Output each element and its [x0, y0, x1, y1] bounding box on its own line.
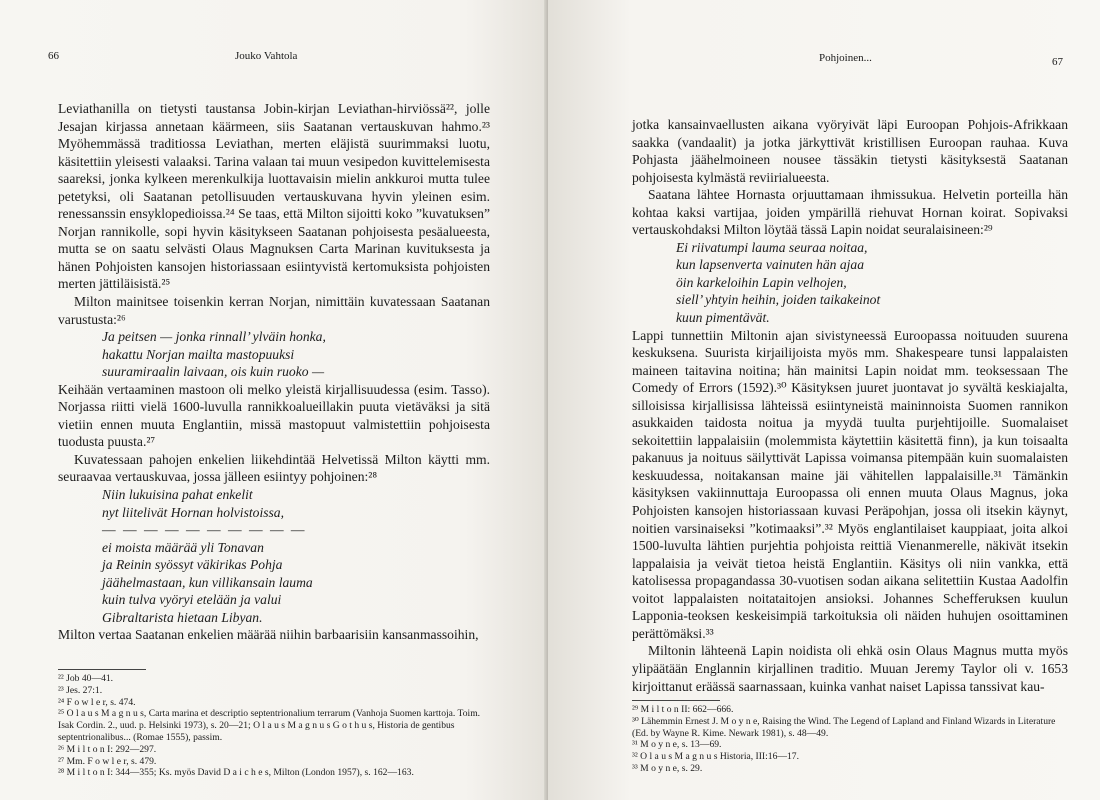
left-paragraph-4: Kuvatessaan pahojen enkelien liikehdintää Helvetissä Milton käytti mm. seuraavaa vertauskuvaa, jossa jälleen esiintyy pohjoinen:²⁸ — [58, 451, 490, 485]
left-paragraph-1: Leviathanilla on tietysti taustansa Jobin-kirjan Leviathan-hirviössä²², jolle Jesajan kirjassa annetaan käärmeen, siis Saatanan vertauskuvan hahmo.²³ Myöhemmässä traditiossa Leviathan, merten eläjistä suurimmaksi luotu, käsitettiin yleisesti valaaksi. Tarina valaan tai muun vesipedon kuvittelemisesta saareksi, jonka kylkeen merenkulkija luottavaisin mielin ankkuroi mutta tulee petetyksi, oli Saatanan petollisuuden vertauskuvana hyvin yleinen esim. renessanssin ensyklopedioissa.²⁴ Se taas, että Milton sijoitti koko ”kuvatuksen” Norjan rannikolle, sopi hyvin käsitykseen Saatanan pohjoisesta pesäalueesta, mutta se on saatu selvästi Olaus Magnuksen Carta Marinan kuvituksesta ja hänen Pohjoisten kansojen historiassaan esiintyvistä kertomuksista pohjoisten merten jättiläisistä.²⁵ — [58, 101, 490, 292]
left-verse-2 — [102, 486, 490, 626]
left-body-text — [58, 100, 490, 644]
verse-line: nyt liitelivät Hornan holvistoissa, — [102, 504, 284, 520]
left-paragraph-5: Milton vertaa Saatanan enkelien määrää niihin barbaarisiin kansanmassoihin, — [58, 627, 479, 643]
footnote: ²⁹ M i l t o n II: 662—666. — [632, 704, 734, 715]
verse-line: suuramiraalin laivaan, ois kuin ruoko — — [102, 364, 325, 380]
verse-line: Niin lukuisina pahat enkelit — [102, 487, 253, 503]
footnote: ²² Job 40—41. — [58, 673, 114, 684]
verse-line: ja Reinin syössyt väkirikas Pohja — [102, 557, 283, 573]
footnote: ²⁶ M i l t o n I: 292—297. — [58, 743, 157, 755]
verse-line: öin karkeloihin Lapin velhojen, — [676, 274, 847, 290]
verse-line: ei moista määrää yli Tonavan — [102, 539, 264, 555]
right-page — [548, 0, 1100, 800]
right-running-head: Pohjoinen... — [819, 52, 872, 64]
footnote: ³¹ M o y n e, s. 13—69. — [632, 739, 722, 751]
left-footnote-rule — [58, 669, 146, 670]
left-page-number: 66 — [48, 50, 59, 62]
footnote: ³³ M o y n e, s. 29. — [632, 762, 703, 774]
footnote: ²⁷ Mm. F o w l e r, s. 479. — [58, 755, 157, 767]
verse-line: siell’ yhtyin heihin, joiden taikakeinot — [676, 292, 881, 308]
right-paragraph-4: Miltonin lähteenä Lapin noidista oli ehkä osin Olaus Magnus mutta myös ylipäätään Englannin kirjallinen traditio. Muuan Jeremy Taylor oli v. 1653 kirjoittanut eräässä saarnassaan, kuinka vanhat naiset Lapissa tanssivat kau- — [632, 643, 1068, 694]
left-paragraph-3: Keihään vertaaminen mastoon oli melko yleistä kirjallisuudessa (esim. Tasso). Norjassa riitti vielä 1600-luvulla rannikkoalueillakin puuta vietäväksi ja sitä vietiin ennen muuta Englantiin, missä mastopuut valmistettiin pohjoisesta tuodusta puusta.²⁷ — [58, 381, 490, 450]
right-footnotes — [632, 704, 1068, 775]
right-page-number: 67 — [1052, 56, 1063, 68]
right-body-text — [632, 116, 1068, 695]
footnote: ²⁴ F o w l e r, s. 474. — [58, 696, 136, 708]
right-paragraph-2: Saatana lähtee Hornasta orjuuttamaan ihmissukua. Helvetin porteilla hän kohtaa kaksi vartijaa, joiden ympärillä riehuvat Hornan koirat. Sopivaksi vertauskohdaksi Milton löytää tässä Lapin noidat seuralaisineen:²⁹ — [632, 187, 1068, 238]
verse-line: kun lapsenverta vainuten hän ajaa — [676, 257, 865, 273]
left-verse-1 — [102, 328, 490, 381]
right-verse — [676, 239, 1068, 327]
right-paragraph-1: jotka kansainvaellusten aikana vyöryivät läpi Euroopan Pohjois-Afrikkaan saakka (vandaalit) ja jotka järkyttivät kristillisen Euroopan rauhaa. Kuva Pohjasta jäähelmoineen nousee tässäkin tietysti käsityksestä Saatanan pohjoisesta kylmästä reviirialueesta. — [632, 117, 1068, 185]
verse-omission-dashes: — — — — — — — — — — — [102, 522, 307, 538]
footnote: ²³ Jes. 27:1. — [58, 684, 103, 696]
left-running-head: Jouko Vahtola — [235, 50, 298, 62]
verse-line: kuin tulva vyöryi etelään ja valui — [102, 592, 282, 608]
verse-line: Ja peitsen — jonka rinnall’ ylväin honka, — [102, 329, 326, 345]
footnote: ³⁰ Lähemmin Ernest J. M o y n e, Raising the Wind. The Legend of Lapland and Finland Wizards in Literature (Ed. by Wayne R. Kime. Newark 1981), s. 48—49. — [632, 715, 1056, 739]
right-paragraph-3: Lappi tunnettiin Miltonin ajan sivistyneessä Euroopassa noituuden suurena keskuksena. Suurista kirjailijoista myös mm. Shakespeare tunsi lappalaisten maineen taitavina noitina; hän mainitsi Lapin noidat mm. teoksessaan The Comedy of Errors (1592).³⁰ Käsityksen juuret juontavat jo syvältä keskiajalta, silloisissa kirjallisissa lähteissä esiintyneistä maininnoista Suomen rannikon asukkaiden taidosta noitua ja myydä tuulta purjehtijoille. Suomalaiset sekoitettiin lappalaisiin (molemmista käytettiin käsitettä finn), ja kun toisaalta pakanuus ja noituus säilyttivät Lapissa voimansa pitempään kuin suomalaisten keskuudessa, noitakansan maine jäi vähitellen lappalaisille.³¹ Tämänkin käsityksen vakiinnuttaja Euroopassa oli ennen muuta Olaus Magnus, joka Pohjoisten kansojen historiassaan kuvasi Peräpohjan, jossa oli itsekin käynyt, noitien varsinaiseksi ”kotimaaksi”.³² Myös englantilaiset kauppiaat, joita alkoi 1500-luvulta lähtien purjehtia pohjoista reittiä Vienanmerelle, näkivät itsekin lappalaisia ja veivät tietoa heistä Englantiin. Käsitys oli niin vankka, että katolisessa propagandassa 30-vuotisen sodan aikana selitettiin Kustaa Aadolfin voitot lappalaisten noitataitojen ansioksi. Johannes Schefferuksen kuulun Lapponia-teoksen keskeisimpiä tarkoituksia oli näiden huhujen osoittaminen perättömäksi.³³ — [632, 327, 1068, 641]
footnote: ²⁸ M i l t o n I: 344—355; Ks. myös David D a i c h e s, Milton (London 1957), s. 162—163. — [58, 767, 414, 779]
right-footnote-rule — [632, 700, 720, 701]
verse-line: jäähelmastaan, kun villikansain lauma — [102, 574, 313, 590]
verse-line: Ei riivatumpi lauma seuraa noitaa, — [676, 239, 868, 255]
left-page — [0, 0, 548, 800]
verse-line: kuun pimentävät. — [676, 310, 770, 326]
footnote: ²⁵ O l a u s M a g n u s, Carta marina et descriptio septentrionalium terrarum (Vanhoja Suomen karttoja. Toim. Isak Cordin. 2., uud. p. Helsinki 1973), s. 20—21; O l a u s M a g n u s G o t h u s, Historia de gentibus septentrionalibus... (Romae 1555), passim. — [58, 708, 481, 743]
footnote: ³² O l a u s M a g n u s Historia, III:16—17. — [632, 751, 799, 763]
left-paragraph-2: Milton mainitsee toisenkin kerran Norjan, nimittäin kuvatessaan Saatanan varustusta:²⁶ — [58, 294, 490, 327]
verse-line: hakattu Norjan mailta mastopuuksi — [102, 346, 295, 362]
left-footnotes — [58, 673, 490, 779]
verse-line: Gibraltarista hietaan Libyan. — [102, 609, 263, 625]
